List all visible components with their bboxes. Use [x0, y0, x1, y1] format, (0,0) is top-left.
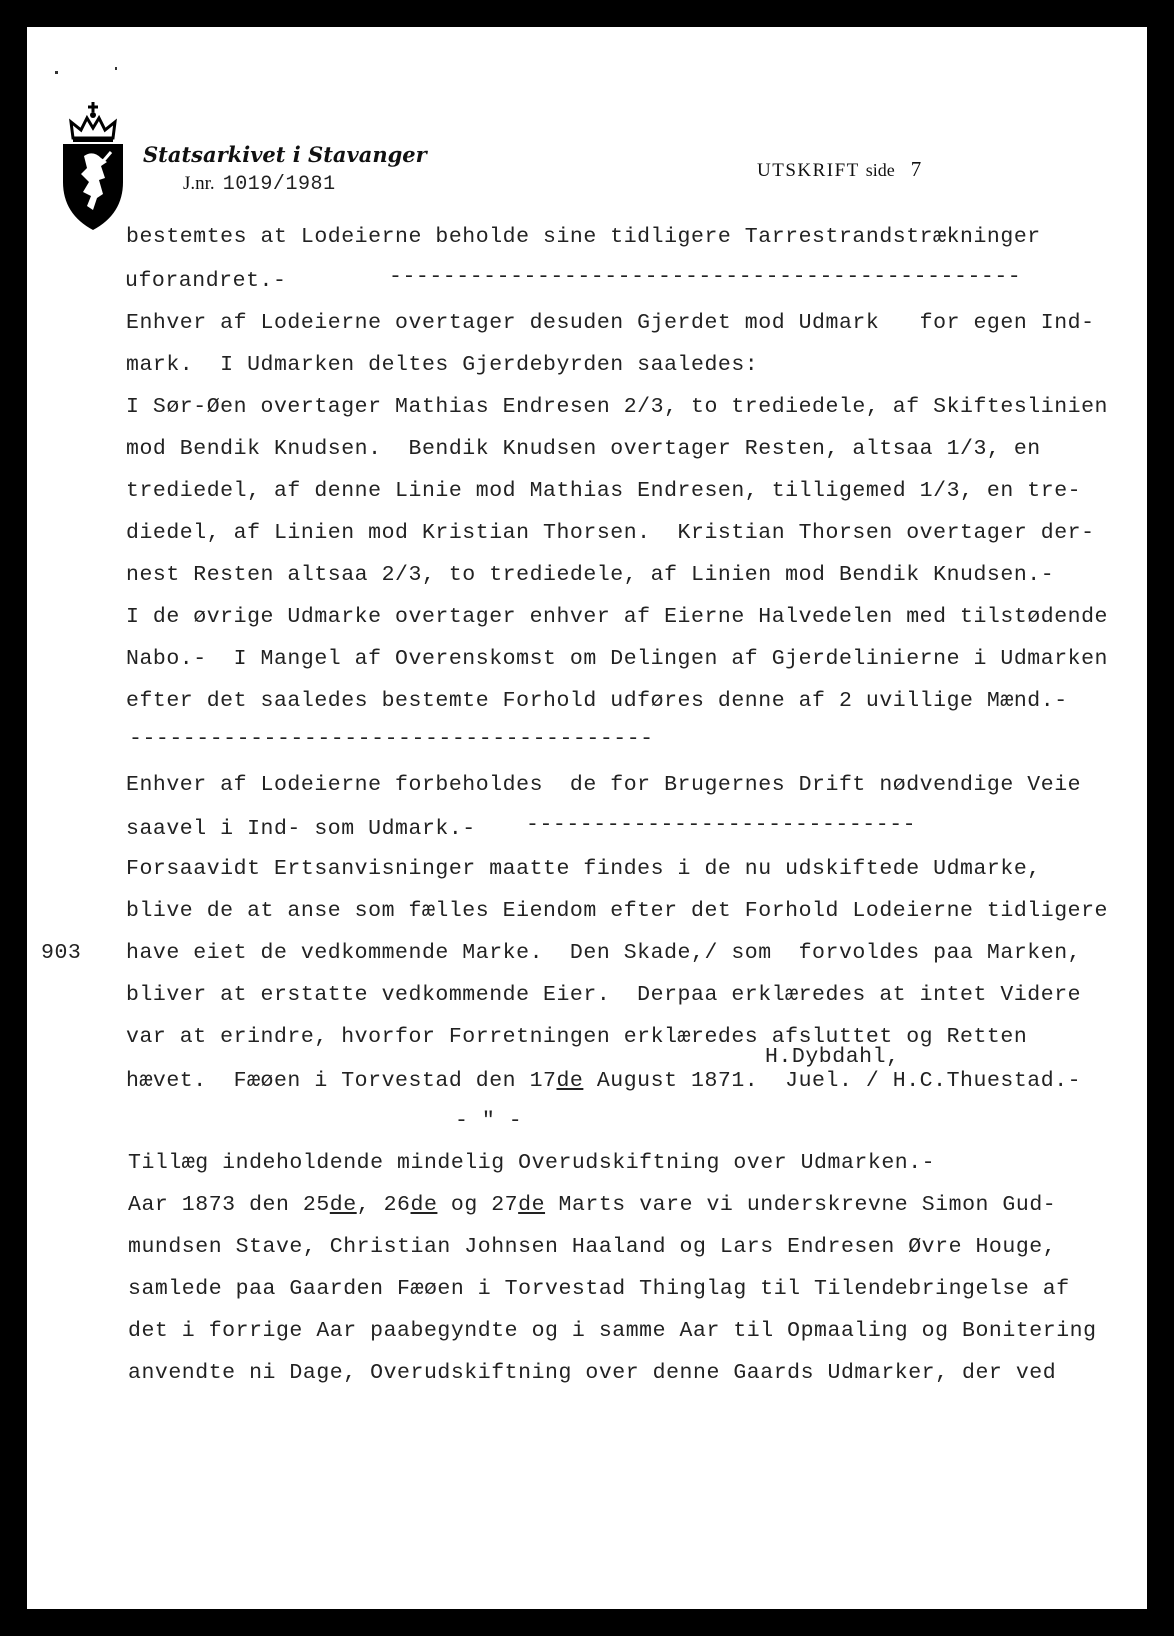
- aar-part: Simon Gud-: [921, 1193, 1057, 1217]
- aar-part: og 27: [437, 1193, 519, 1217]
- signature-name: H.Dybdahl,: [765, 1045, 900, 1069]
- text-line: trediedel, af denne Linie mod Mathias Endresen, tilligemed 1/3, en tre-: [126, 479, 1082, 503]
- text-line: mundsen Stave, Christian Johnsen Haaland og Lars Endresen Øvre Houge,: [128, 1235, 1057, 1259]
- journal-number: [183, 173, 336, 196]
- coat-of-arms-logo: [57, 102, 129, 232]
- closing-prefix: hævet. Fæøen i Torvestad den 17: [126, 1069, 557, 1093]
- dash-rule: -----------------------------------------------: [389, 265, 1022, 289]
- text-line: Tillæg indeholdende mindelig Overudskiftning over Udmarken.-: [128, 1151, 936, 1175]
- dash-rule: ---------------------------------------: [129, 727, 654, 751]
- jnr-value: 1019/1981: [222, 173, 336, 196]
- text-line: Enhver af Lodeierne overtager desuden Gjerdet mod Udmark for egen Ind-: [126, 311, 1095, 335]
- text-line: Enhver af Lodeierne forbeholdes de for Brugernes Drift nødvendige Veie: [126, 773, 1082, 797]
- closing-line: [126, 1069, 1081, 1093]
- text-line: have eiet de vedkommende Marke. Den Skade,/ som forvoldes paa Marken,: [126, 941, 1082, 965]
- text-line: saavel i Ind- som Udmark.-: [126, 817, 476, 841]
- text-line: mod Bendik Knudsen. Bendik Knudsen overtager Resten, altsaa 1/3, en: [126, 437, 1041, 461]
- text-line: nest Resten altsaa 2/3, to trediedele, af Linien mod Bendik Knudsen.-: [126, 563, 1055, 587]
- ordinal: de: [410, 1193, 438, 1217]
- aar-line: [128, 1193, 1056, 1217]
- utskrift-header: [757, 157, 921, 182]
- speck: [115, 67, 117, 70]
- ordinal: de: [518, 1193, 546, 1217]
- speck: [55, 71, 58, 74]
- text-line: Nabo.- I Mangel af Overenskomst om Delingen af Gjerdelinierne i Udmarken: [126, 647, 1109, 671]
- dash-rule: -----------------------------: [526, 813, 917, 837]
- aar-part: , 26: [356, 1193, 411, 1217]
- document-page: [27, 27, 1147, 1609]
- text-line: Forsaavidt Ertsanvisninger maatte findes i de nu udskiftede Udmarke,: [126, 857, 1041, 881]
- page-number: 7: [910, 157, 922, 181]
- text-line: blive de at anse som fælles Eiendom efter det Forhold Lodeierne tidligere: [126, 899, 1109, 923]
- closing-ordinal: de: [556, 1069, 584, 1093]
- side-label: side: [865, 160, 895, 180]
- text-line: var at erindre, hvorfor Forretningen erklæredes afsluttet og Retten: [126, 1025, 1028, 1049]
- text-line: mark. I Udmarken deltes Gjerdebyrden saaledes:: [126, 353, 759, 377]
- jnr-label: J.nr.: [183, 173, 215, 194]
- aar-part: Marts vare vi underskrevne: [545, 1193, 922, 1217]
- text-line: anvendte ni Dage, Overudskiftning over denne Gaards Udmarker, der ved: [128, 1361, 1057, 1385]
- utskrift-label: UTSKRIFT: [757, 160, 860, 181]
- text-line: det i forrige Aar paabegyndte og i samme Aar til Opmaaling og Bonitering: [128, 1319, 1097, 1343]
- ordinal: de: [329, 1193, 357, 1217]
- margin-note: 903: [41, 941, 82, 965]
- text-line: I de øvrige Udmarke overtager enhver af Eierne Halvedelen med tilstødende: [126, 605, 1109, 629]
- archive-name: Statsarkivet i Stavanger: [143, 142, 427, 167]
- closing-suffix: August 1871. Juel. / H.C.Thuestad.-: [583, 1069, 1082, 1093]
- separator-mark: - " -: [455, 1109, 523, 1133]
- text-line: I Sør-Øen overtager Mathias Endresen 2/3, to trediedele, af Skifteslinien: [126, 395, 1109, 419]
- aar-part: Aar 1873 den 25: [128, 1193, 330, 1217]
- text-line: uforandret.-: [125, 269, 287, 293]
- text-line: bliver at erstatte vedkommende Eier. Derpaa erklæredes at intet Videre: [126, 983, 1082, 1007]
- text-line: diedel, af Linien mod Kristian Thorsen. Kristian Thorsen overtager der-: [126, 521, 1095, 545]
- text-line: efter det saaledes bestemte Forhold udføres denne af 2 uvillige Mænd.-: [126, 689, 1068, 713]
- text-line: samlede paa Gaarden Fæøen i Torvestad Thinglag til Tilendebringelse af: [128, 1277, 1070, 1301]
- text-line: bestemtes at Lodeierne beholde sine tidligere Tarrestrandstrækninger: [126, 225, 1041, 249]
